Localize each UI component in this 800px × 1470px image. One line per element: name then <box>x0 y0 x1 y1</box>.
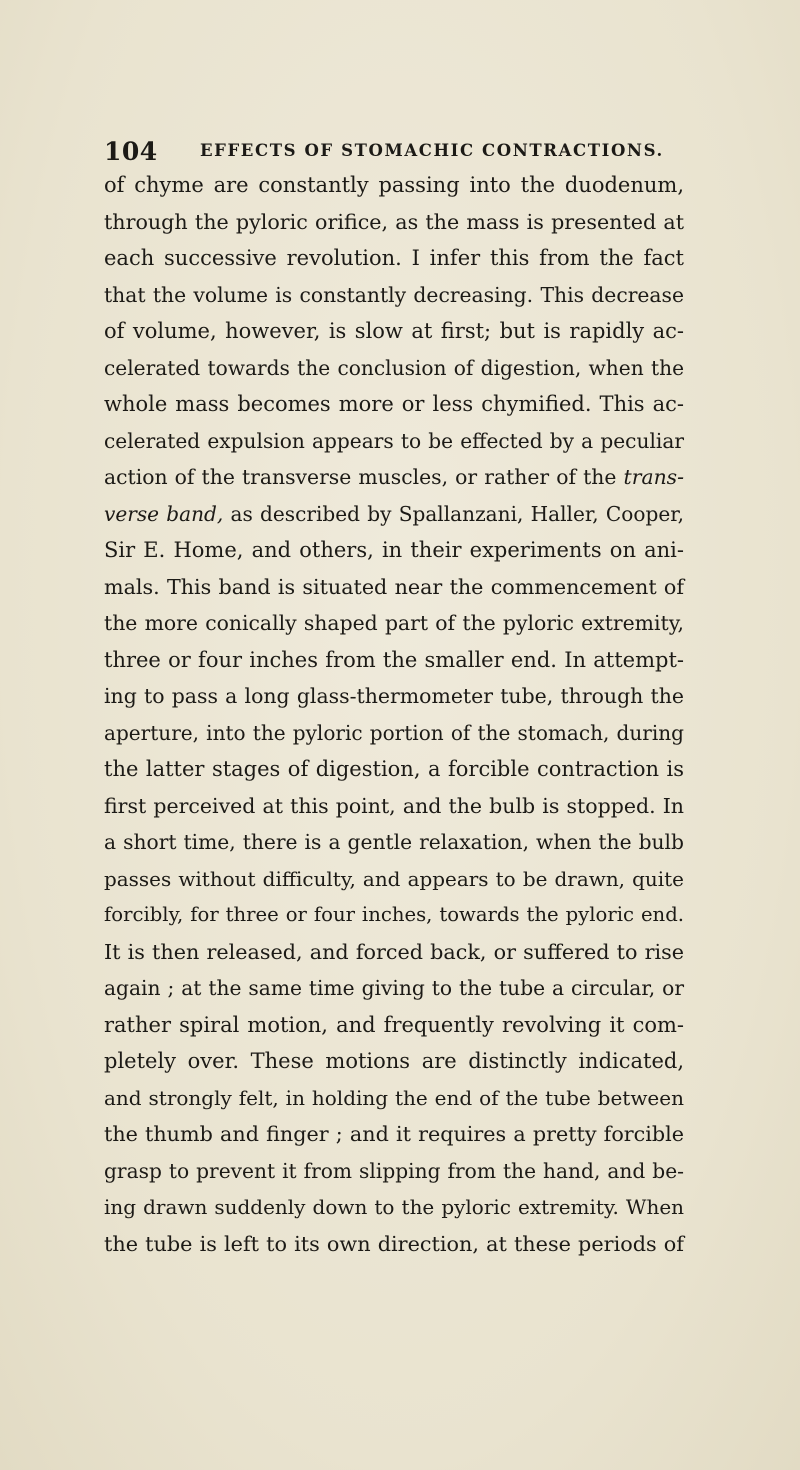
text-line: of volume, however, is slow at first; but is rapidly ac- <box>104 319 684 343</box>
text-line: ing to pass a long glass-thermometer tube, through the <box>104 684 684 708</box>
text-line: forcibly, for three or four inches, towards the pyloric end. <box>104 903 684 926</box>
text-line: mals. This band is situated near the commencement of <box>104 574 684 599</box>
text-line <box>104 459 684 496</box>
text-line: of chyme are constantly passing into the duodenum, <box>104 173 684 197</box>
text-segment: action of the transverse muscles, or rather of the <box>104 465 624 489</box>
text-line: the more conically shaped part of the pyloric extremity, <box>104 611 684 635</box>
page-number: 104 <box>104 137 158 166</box>
text-segment: as described by Spallanzani, Haller, Cooper, <box>223 501 684 526</box>
text-line: ing drawn suddenly down to the pyloric extremity. When <box>104 1195 684 1219</box>
text-line: celerated towards the conclusion of digestion, when the <box>104 355 684 380</box>
text-line: that the volume is constantly decreasing. This decrease <box>104 282 684 307</box>
text-line: a short time, there is a gentle relaxation, when the bulb <box>104 830 684 854</box>
text-line: the thumb and finger ; and it requires a pretty forcible <box>104 1122 684 1146</box>
text-line: the tube is left to its own direction, at these periods of <box>104 1231 684 1256</box>
text-line: three or four inches from the smaller end. In attempt- <box>104 647 684 672</box>
text-line: again ; at the same time giving to the tube a circular, or <box>104 976 684 1000</box>
text-line: whole mass becomes more or less chymified. This ac- <box>104 392 684 416</box>
text-line: grasp to prevent it from slipping from the hand, and be- <box>104 1158 684 1183</box>
text-line: Sir E. Home, and others, in their experiments on ani- <box>104 538 684 562</box>
text-line: first perceived at this point, and the bulb is stopped. In <box>104 793 684 818</box>
running-head-title: EFFECTS OF STOMACHIC CONTRACTIONS. <box>200 141 664 160</box>
body-text <box>104 167 684 1262</box>
italic-term: verse band, <box>104 501 224 526</box>
text-line: the latter stages of digestion, a forcible contraction is <box>104 757 684 781</box>
text-line: It is then released, and forced back, or suffered to rise <box>104 939 684 964</box>
text-line: each successive revolution. I infer this from the fact <box>104 246 684 270</box>
text-line: through the pyloric orifice, as the mass is presented at <box>104 209 684 234</box>
text-line: aperture, into the pyloric portion of the stomach, during <box>104 720 684 745</box>
text-line <box>104 496 684 533</box>
italic-term: trans- <box>623 465 684 489</box>
text-line: and strongly felt, in holding the end of the tube between <box>104 1085 684 1110</box>
text-line: passes without difficulty, and appears to be drawn, quite <box>104 866 684 891</box>
text-line: pletely over. These motions are distinctly indicated, <box>104 1049 684 1073</box>
text-line: rather spiral motion, and frequently revolving it com- <box>104 1012 684 1037</box>
text-line: celerated expulsion appears to be effected by a peculiar <box>104 428 684 453</box>
